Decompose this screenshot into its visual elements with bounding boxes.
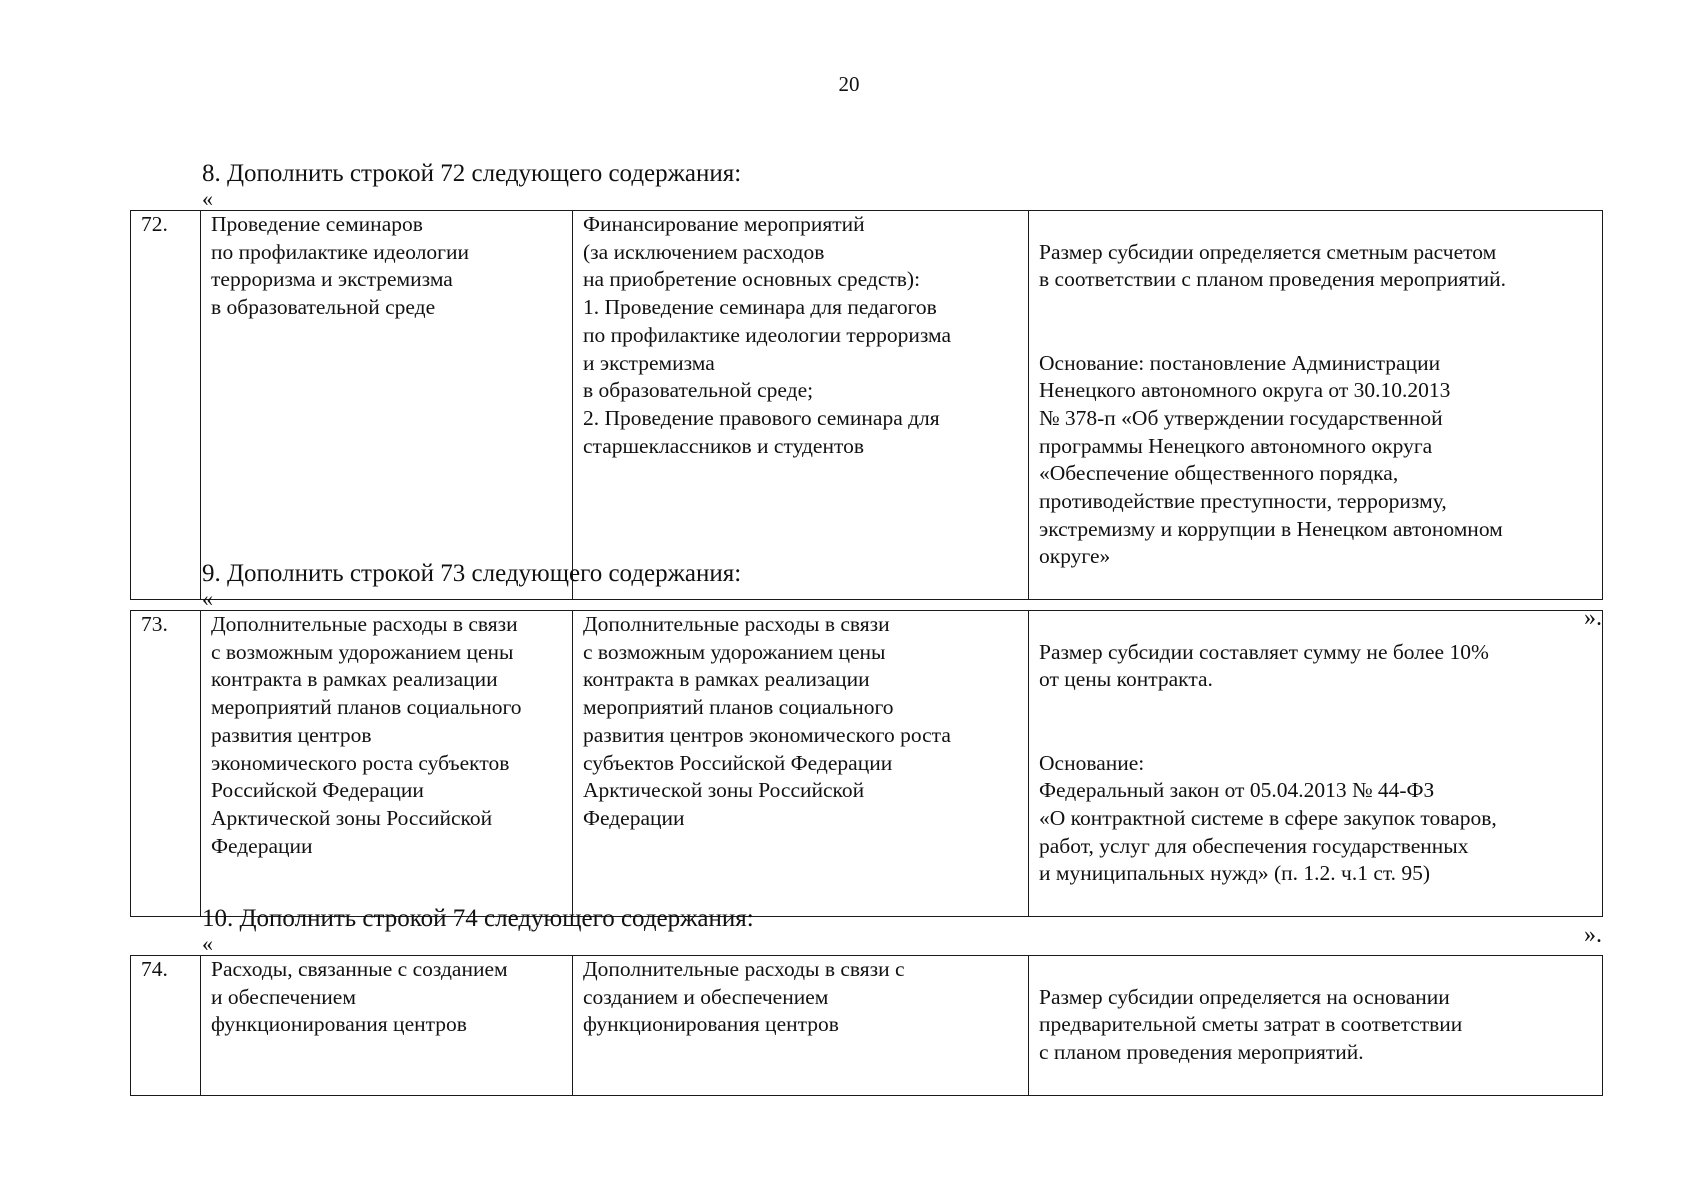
open-quote: «	[202, 186, 213, 211]
table-row	[131, 956, 1603, 1096]
basis-legal-reference: Основание: Федеральный закон от 05.04.2013 № 44-ФЗ «О контрактной системе в сфере закупок товаров, работ, услуг для обеспечения государственных и муниципальных нужд» (п. 1.2. ч.1 ст. 95)	[1039, 750, 1497, 886]
section-row-73	[130, 560, 1602, 947]
close-quote: ».	[1584, 921, 1602, 948]
section-row-74	[130, 905, 1602, 1096]
row-name: Дополнительные расходы в связи с возможным удорожанием цены контракта в рамках реализации мероприятий планов социального развития центров экономического роста субъектов Российской Федерации Арктической зоны Российской Федерации	[201, 611, 573, 917]
basis-subsidy-text: Размер субсидии определяется на основании предварительной сметы затрат в соответствии с планом проведения мероприятий.	[1039, 984, 1463, 1065]
row-description: Дополнительные расходы в связи с созданием и обеспечением функционирования центров	[573, 956, 1029, 1096]
row-basis	[1029, 956, 1603, 1096]
row-description: Финансирование мероприятий (за исключением расходов на приобретение основных средств): 1. Проведение семинара для педагогов по профилактике идеологии терроризма и экстремизма в образовательной среде; 2. Проведение правового семинара для старшеклассников и студентов	[573, 211, 1029, 600]
section-heading: 9. Дополнить строкой 73 следующего содержания:	[202, 560, 742, 587]
row-name: Проведение семинаров по профилактике идеологии терроризма и экстремизма в образовательной среде	[201, 211, 573, 600]
row-number: 73.	[131, 611, 201, 917]
row-basis	[1029, 611, 1603, 917]
table-row-73	[130, 610, 1603, 917]
row-number: 72.	[131, 211, 201, 600]
basis-legal-reference: Основание: постановление Администрации Ненецкого автономного округа от 30.10.2013 № 378-п «Об утверждении государственной программы Ненецкого автономного округа «Обеспечение общественного порядка, противодействие преступности, терроризму, экстремизму и коррупции в Ненецком автономном округе»	[1039, 350, 1503, 569]
section-heading: 10. Дополнить строкой 74 следующего содержания:	[202, 905, 754, 932]
row-name: Расходы, связанные с созданием и обеспечением функционирования центров	[201, 956, 573, 1096]
close-quote: ».	[1584, 604, 1602, 631]
table-row	[131, 611, 1603, 917]
section-heading: 8. Дополнить строкой 72 следующего содержания:	[202, 160, 742, 187]
page-number: 20	[838, 72, 860, 96]
open-quote: «	[202, 586, 213, 611]
row-description: Дополнительные расходы в связи с возможным удорожанием цены контракта в рамках реализации мероприятий планов социального развития центров экономического роста субъектов Российской Федерации Арктической зоны Российской Федерации	[573, 611, 1029, 917]
open-quote: «	[202, 931, 213, 956]
row-basis	[1029, 211, 1603, 600]
basis-subsidy-text: Размер субсидии составляет сумму не более 10% от цены контракта.	[1039, 639, 1489, 692]
table-row-72	[130, 210, 1603, 600]
table-row-74	[130, 955, 1603, 1096]
row-number: 74.	[131, 956, 201, 1096]
basis-subsidy-text: Размер субсидии определяется сметным расчетом в соответствии с планом проведения мероприятий.	[1039, 239, 1507, 292]
table-row	[131, 211, 1603, 600]
